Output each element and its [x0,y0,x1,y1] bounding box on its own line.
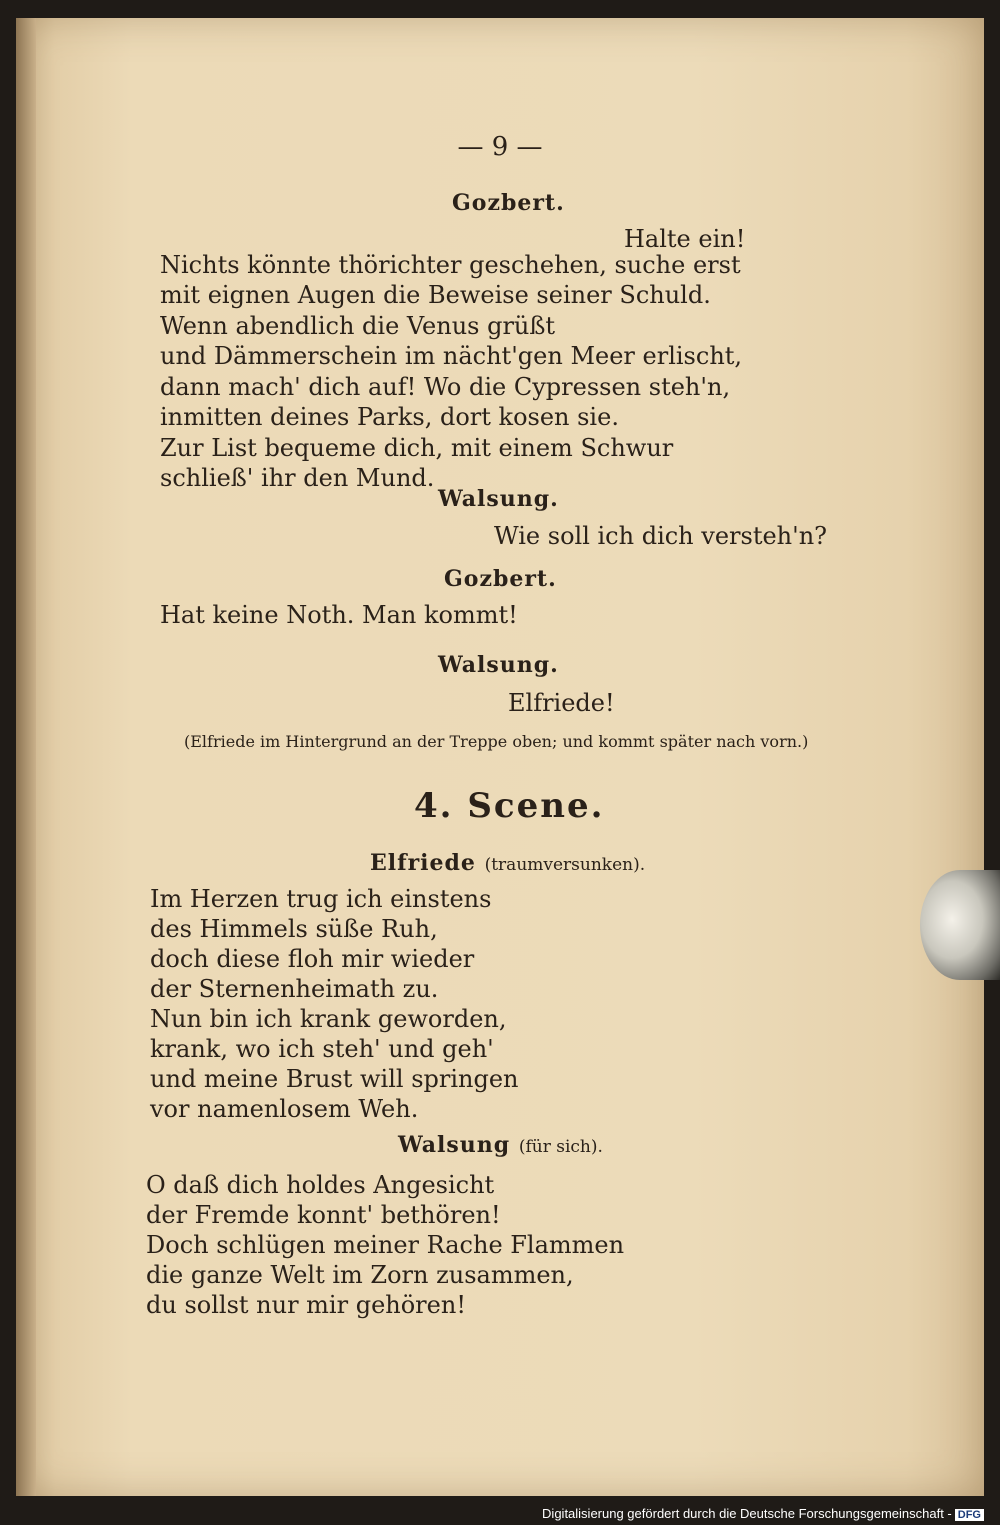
speaker-direction: (traumversunken). [484,855,646,875]
speaker-gozbert-1: Gozbert. [452,190,565,216]
verse-line: mit eignen Augen die Beweise seiner Schuld. [160,281,711,309]
verse-line: inmitten deines Parks, dort kosen sie. [160,403,619,431]
verse-line: doch diese floh mir wieder [150,945,475,973]
page-clip [920,870,1000,980]
verse-line: Wenn abendlich die Venus grüßt [160,312,556,340]
verse-line: O daß dich holdes Angesicht [146,1171,495,1199]
speaker-elfriede [370,850,645,876]
verse-line: die ganze Welt im Zorn zusammen, [146,1261,574,1289]
speaker-walsung-2: Walsung. [438,652,559,678]
speaker-direction: (für sich). [518,1137,603,1157]
speaker-walsung-1: Walsung. [438,486,559,512]
verse-line: Doch schlügen meiner Rache Flammen [146,1231,625,1259]
verse-line: du sollst nur mir gehören! [146,1291,466,1319]
verse-line-right: Elfriede! [508,689,615,717]
stage-direction: (Elfriede im Hintergrund an der Treppe oben; und kommt später nach vorn.) [184,732,809,751]
speaker-name: Walsung [398,1132,511,1158]
verse-line: krank, wo ich steh' und geh' [150,1035,494,1063]
verse-line: und Dämmerschein im nächt'gen Meer erlischt, [160,342,743,370]
verse-line: Nichts könnte thörichter geschehen, suche erst [160,251,741,279]
dfg-logo: DFG [955,1509,984,1521]
footer-text: Digitalisierung gefördert durch die Deutsche Forschungsgemeinschaft - [542,1506,952,1521]
verse-line: des Himmels süße Ruh, [150,915,438,943]
verse-line: Nun bin ich krank geworden, [150,1005,507,1033]
speaker-name: Elfriede [370,850,476,876]
digitization-footer [542,1506,984,1521]
speaker-gozbert-2: Gozbert. [444,566,557,592]
verse-line: vor namenlosem Weh. [150,1095,419,1123]
verse-line-right: Halte ein! [624,225,746,253]
verse-line: und meine Brust will springen [150,1065,519,1093]
verse-line: der Sternenheimath zu. [150,975,439,1003]
verse-line: Im Herzen trug ich einstens [150,885,492,913]
scene-heading: 4. Scene. [414,786,605,826]
verse-line-right: Wie soll ich dich versteh'n? [494,522,828,550]
book-gutter [16,18,36,1496]
verse-line: dann mach' dich auf! Wo die Cypressen steh'n, [160,373,731,401]
page-number: — 9 — [457,132,543,162]
speaker-walsung-3 [398,1132,603,1158]
verse-line: Hat keine Noth. Man kommt! [160,601,518,629]
verse-line: schließ' ihr den Mund. [160,464,435,492]
verse-line: der Fremde konnt' bethören! [146,1201,501,1229]
verse-line: Zur List bequeme dich, mit einem Schwur [160,434,674,462]
